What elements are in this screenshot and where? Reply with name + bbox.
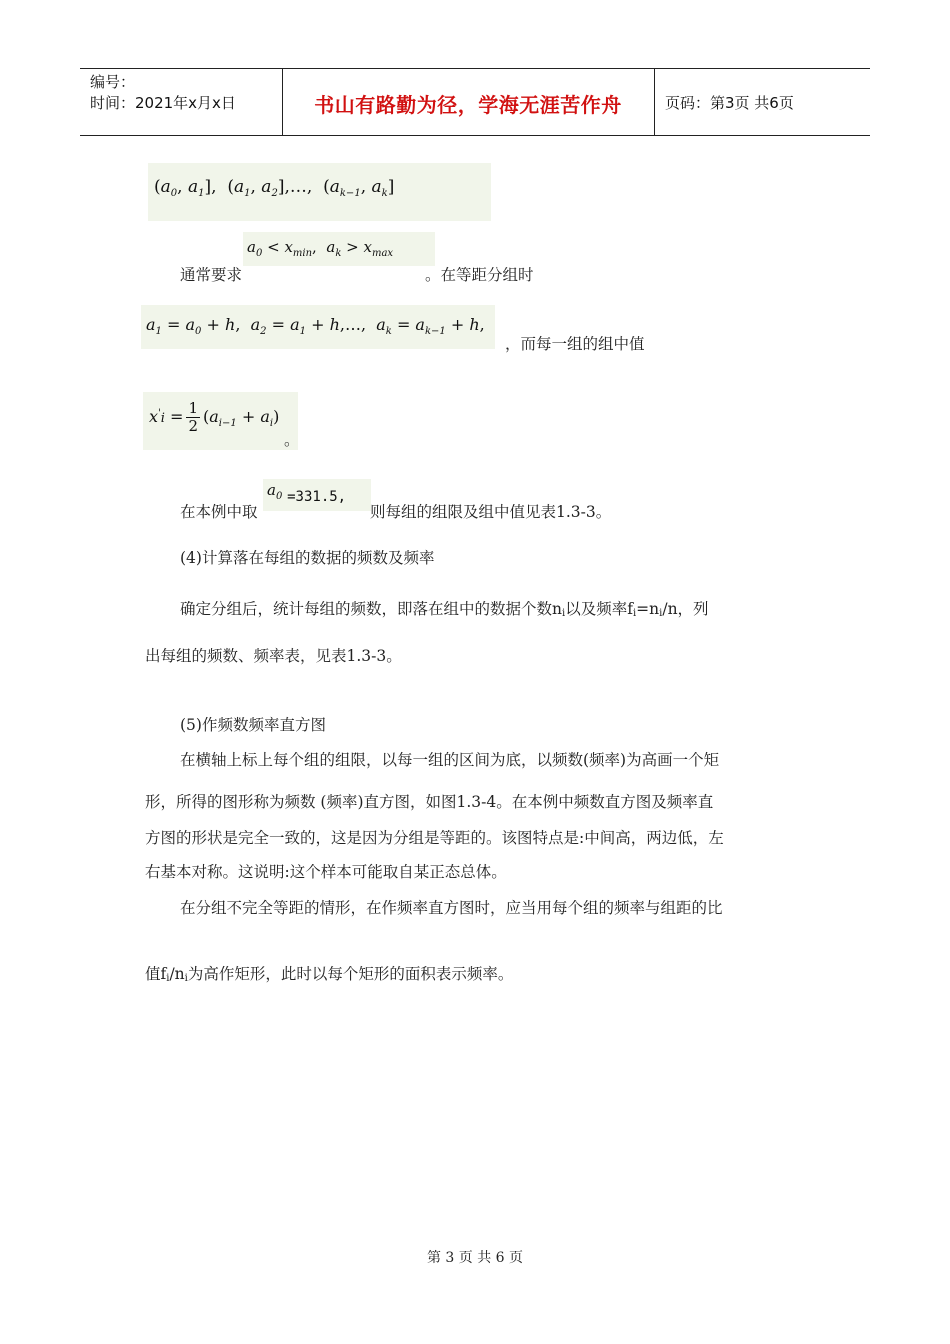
header-bottom-rule	[80, 135, 870, 136]
header-top-rule	[80, 68, 870, 69]
step4-p1-eq: =n	[636, 600, 660, 618]
formula-intervals: ($a_0$, $a_1$], ($a_1$, $a_2],\dots$, ($a_{k-1}$, $a_k$]	[148, 163, 491, 221]
step5-l6-a: 值f	[145, 965, 167, 983]
step4-p1-end: /n，列	[662, 600, 709, 618]
header-motto: 书山有路勤为径，学海无涯苦作舟	[314, 93, 622, 117]
step5-line4: 右基本对称。这说明:这个样本可能取自某正态总体。	[145, 863, 507, 881]
page-footer: 第 3 页 共 6 页	[426, 1250, 524, 1266]
sub-i-2: i	[632, 608, 637, 619]
sub-i-4: i	[166, 973, 170, 984]
header-meta	[90, 72, 236, 114]
formula-bounds: $a_0 < x_{min}$, $a_k > x_{max}$	[243, 232, 435, 266]
text-requirement-prefix: 通常要求	[180, 266, 243, 284]
header-page-info: 页码：第3页 共6页	[665, 94, 794, 112]
step4-paragraph-line2: 出每组的频数、频率表，见表1.3-3。	[145, 647, 402, 665]
step5-line3: 方图的形状是完全一致的，这是因为分组是等距的。该图特点是:中间高，两边低，左	[145, 829, 724, 847]
step4-p1-mid: 以及频率f	[565, 600, 633, 618]
header-divider-right	[654, 68, 655, 135]
formula-equal-spacing: $a_1 = a_0 + h$, $a_2 = a_1$ + h,…, $a_k = a_{k-1} + h$,	[141, 305, 495, 349]
step5-line5: 在分组不完全等距的情形，在作频率直方图时，应当用每个组的频率与组距的比	[180, 899, 723, 917]
date-label: 时间：2021年x月x日	[90, 94, 236, 112]
sub-i-1: i	[562, 608, 566, 619]
text-midpoint-end: 。	[284, 431, 300, 449]
step5-l6-c: 为高作矩形，此时以每个矩形的面积表示频率。	[187, 965, 514, 983]
step4-paragraph-line1	[180, 597, 709, 619]
step5-line6	[145, 962, 513, 984]
text-example-suffix: 则每组的组限及组中值见表1.3-3。	[370, 503, 612, 521]
step5-line2: 形，所得的图形称为频数 (频率)直方图，如图1.3-4。在本例中频数直方图及频率直	[145, 793, 714, 811]
step4-title: (4)计算落在每组的数据的频数及频率	[180, 549, 435, 567]
sub-i-5: i	[184, 973, 188, 984]
text-requirement-suffix: 。在等距分组时	[425, 266, 534, 284]
step5-line1: 在横轴上标上每个组的组限，以每一组的区间为底，以频数(频率)为高画一个矩	[180, 751, 720, 769]
step5-l6-b: /n	[169, 965, 185, 983]
formula-a0-value: $a_0 =331.5$,	[263, 479, 371, 511]
sub-i-3: i	[659, 608, 663, 619]
text-midpoint-intro: ，而每一组的组中值	[505, 335, 645, 353]
text-example-prefix: 在本例中取	[180, 503, 258, 521]
step4-p1-start: 确定分组后，统计每组的频数，即落在组中的数据个数n	[180, 600, 562, 618]
serial-label: 编号：	[90, 73, 136, 91]
step5-title: (5)作频数频率直方图	[180, 716, 326, 734]
formula-midpoint: x'i = $\frac{1}{2}$ $(a_{i-1} + a_i)$	[143, 392, 298, 450]
